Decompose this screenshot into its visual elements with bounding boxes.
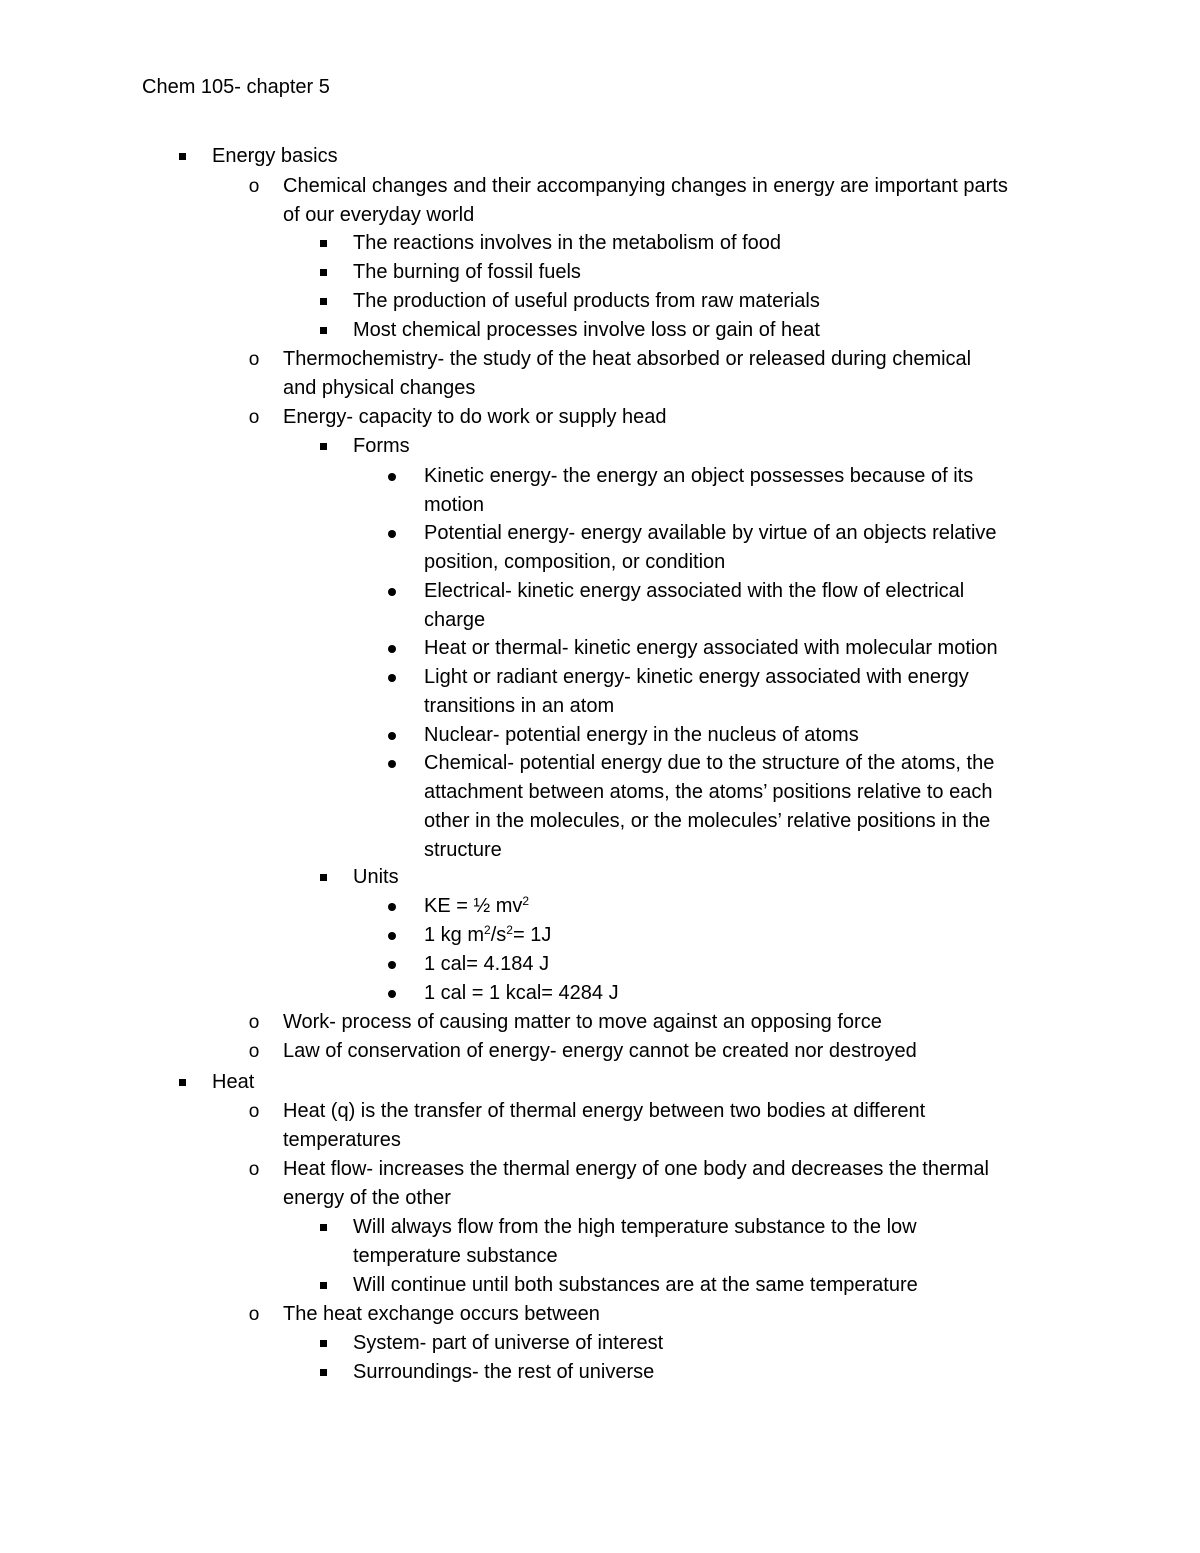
square-bullet-icon: [317, 316, 329, 345]
equation-text: 1 kg m: [424, 924, 485, 946]
hollow-circle-bullet-icon: o: [248, 1159, 260, 1180]
list-item: [248, 172, 1008, 230]
item-text: The heat exchange occurs between: [283, 1303, 600, 1325]
item-text: motion: [424, 494, 485, 516]
item-text: Forms: [353, 435, 410, 457]
filled-dot-bullet-icon: [385, 950, 399, 979]
page-title: Chem 105- chapter 5: [142, 76, 330, 98]
item-text: transitions in an atom: [424, 695, 615, 717]
list-item: [353, 1358, 654, 1387]
hollow-circle-bullet-icon: o: [248, 407, 260, 428]
list-item: [424, 921, 551, 950]
item-text: Nuclear- potential energy in the nucleus of atoms: [424, 724, 859, 746]
equation-joule: [424, 921, 551, 950]
filled-dot-bullet-icon: [385, 749, 399, 778]
item-text: position, composition, or condition: [424, 551, 726, 573]
item-text: Thermochemistry- the study of the heat absorbed or released during chemical: [283, 348, 972, 370]
square-bullet-icon: [317, 432, 329, 461]
item-text: Surroundings- the rest of universe: [353, 1361, 655, 1383]
item-text: and physical changes: [283, 377, 476, 399]
list-item: [424, 519, 997, 577]
item-text: Kinetic energy- the energy an object possesses because of its: [424, 465, 974, 487]
square-bullet-icon: [176, 142, 188, 171]
item-text: The burning of fossil fuels: [353, 261, 581, 283]
square-bullet-icon: [317, 863, 329, 892]
list-item: [248, 1300, 600, 1329]
superscript: 2: [522, 894, 530, 908]
section-heat: [212, 1068, 254, 1097]
list-item: [424, 721, 859, 750]
list-item: [353, 258, 581, 287]
item-text: energy of the other: [283, 1187, 451, 1209]
list-item: [424, 950, 549, 979]
filled-dot-bullet-icon: [385, 634, 399, 663]
item-text: Electrical- kinetic energy associated with the flow of electrical: [424, 580, 965, 602]
hollow-circle-bullet-icon: o: [248, 176, 260, 197]
square-bullet-icon: [317, 1358, 329, 1387]
item-text: attachment between atoms, the atoms’ positions relative to each: [424, 781, 993, 803]
filled-dot-bullet-icon: [385, 921, 399, 950]
filled-dot-bullet-icon: [385, 892, 399, 921]
section-label: Energy basics: [212, 145, 338, 167]
item-text: Chemical changes and their accompanying changes in energy are important parts: [283, 175, 1008, 197]
list-item: [248, 1008, 882, 1037]
list-item: [424, 577, 964, 635]
list-item: [424, 892, 529, 921]
square-bullet-icon: [317, 1271, 329, 1300]
item-text: Light or radiant energy- kinetic energy associated with energy: [424, 666, 969, 688]
filled-dot-bullet-icon: [385, 462, 399, 491]
square-bullet-icon: [317, 287, 329, 316]
item-text: charge: [424, 609, 486, 631]
hollow-circle-bullet-icon: o: [248, 1101, 260, 1122]
equation-text: = 1J: [512, 924, 552, 946]
filled-dot-bullet-icon: [385, 577, 399, 606]
list-item: [424, 634, 998, 663]
hollow-circle-bullet-icon: o: [248, 1304, 260, 1325]
item-text: 1 cal= 4.184 J: [424, 953, 550, 975]
square-bullet-icon: [317, 1329, 329, 1358]
item-text: Heat flow- increases the thermal energy of one body and decreases the thermal: [283, 1158, 989, 1180]
item-text: Most chemical processes involve loss or gain of heat: [353, 319, 820, 341]
square-bullet-icon: [317, 258, 329, 287]
list-item: [353, 1329, 663, 1358]
list-item: [424, 979, 619, 1008]
list-item: [424, 749, 994, 865]
item-text: 1 cal = 1 kcal= 4284 J: [424, 982, 619, 1004]
item-text: System- part of universe of interest: [353, 1332, 664, 1354]
hollow-circle-bullet-icon: o: [248, 1012, 260, 1033]
item-text: other in the molecules, or the molecules’ relative positions in the: [424, 810, 991, 832]
item-text: Potential energy- energy available by virtue of an objects relative: [424, 522, 997, 544]
item-text: Energy- capacity to do work or supply head: [283, 406, 667, 428]
list-item: [248, 1097, 926, 1155]
list-item: [424, 663, 969, 721]
list-item: [353, 863, 399, 892]
section-energy-basics: [212, 142, 338, 171]
hollow-circle-bullet-icon: o: [248, 349, 260, 370]
list-item: [353, 1271, 918, 1300]
item-text: Will continue until both substances are at the same temperature: [353, 1274, 918, 1296]
section-label: Heat: [212, 1071, 255, 1093]
filled-dot-bullet-icon: [385, 721, 399, 750]
filled-dot-bullet-icon: [385, 663, 399, 692]
filled-dot-bullet-icon: [385, 519, 399, 548]
item-text: Work- process of causing matter to move against an opposing force: [283, 1011, 882, 1033]
square-bullet-icon: [317, 229, 329, 258]
hollow-circle-bullet-icon: o: [248, 1041, 260, 1062]
square-bullet-icon: [176, 1068, 188, 1097]
square-bullet-icon: [317, 1213, 329, 1242]
item-text: The reactions involves in the metabolism of food: [353, 232, 781, 254]
item-text: Units: [353, 866, 399, 888]
list-item: [353, 432, 410, 461]
list-item: [424, 462, 973, 520]
list-item: [248, 1155, 989, 1213]
item-text: The production of useful products from raw materials: [353, 290, 820, 312]
superscript: 2: [484, 923, 491, 937]
list-item: [248, 1037, 917, 1066]
item-text: Heat (q) is the transfer of thermal energy between two bodies at different: [283, 1100, 926, 1122]
equation-text: KE = ½ mv: [424, 895, 523, 917]
item-text: Chemical- potential energy due to the structure of the atoms, the: [424, 752, 995, 774]
list-item: [353, 1213, 917, 1271]
superscript: 2: [506, 923, 513, 937]
list-item: [353, 316, 820, 345]
filled-dot-bullet-icon: [385, 979, 399, 1008]
equation-ke: [424, 892, 529, 921]
item-text: structure: [424, 839, 502, 861]
item-text: Will always flow from the high temperature substance to the low: [353, 1216, 917, 1238]
item-text: Heat or thermal- kinetic energy associated with molecular motion: [424, 637, 998, 659]
equation-text: /s: [490, 924, 507, 946]
list-item: [248, 345, 972, 403]
item-text: of our everyday world: [283, 204, 475, 226]
item-text: temperatures: [283, 1129, 401, 1151]
list-item: [353, 229, 781, 258]
item-text: temperature substance: [353, 1245, 558, 1267]
list-item: [353, 287, 820, 316]
item-text: Law of conservation of energy- energy cannot be created nor destroyed: [283, 1040, 917, 1062]
list-item: [248, 403, 667, 432]
